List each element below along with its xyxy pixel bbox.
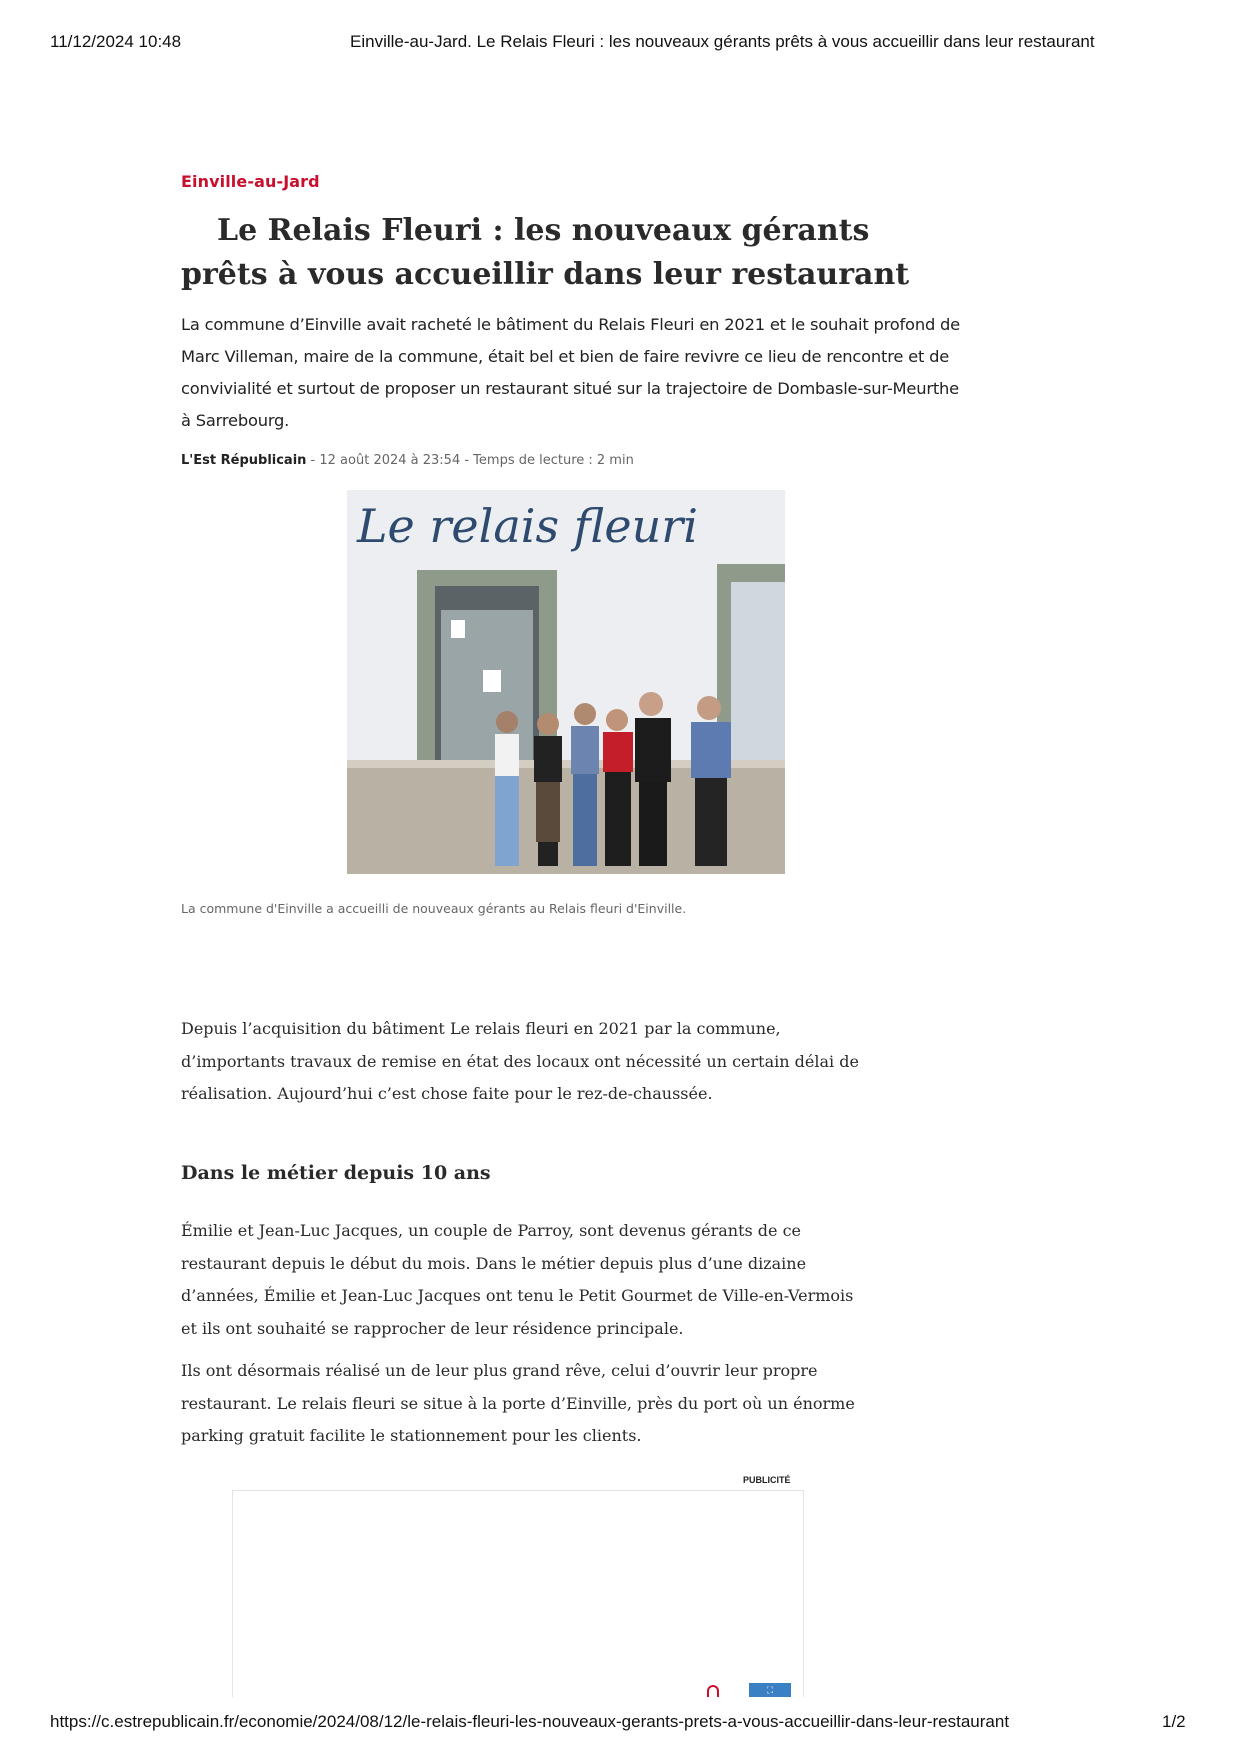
article-photo[interactable] (347, 490, 785, 874)
article-headline: Le Relais Fleuri : les nouveaux gérants prêts à vous accueillir dans leur restaurant (181, 213, 910, 292)
ad-label: PUBLICITÉ (743, 1475, 791, 1485)
photo-illustration (347, 490, 785, 874)
print-datetime: 11/12/2024 10:48 (50, 32, 182, 51)
ad-badge-icon[interactable]: ⛶ (749, 1683, 791, 1697)
body-paragraph: Depuis l’acquisition du bâtiment Le relais fleuri en 2021 par la commune, d’importants travaux de remise en état des locaux ont nécessité un certain délai de réalisation. Aujourd’hui c’est chose faite pour le rez-de-chaussée. (181, 1019, 859, 1103)
ad-choice-icon[interactable] (707, 1685, 719, 1697)
photo-sign-text: Le relais fleuri (357, 499, 698, 553)
article-byline (181, 453, 961, 468)
ad-slot[interactable] (232, 1490, 804, 1697)
body-paragraph: Ils ont désormais réalisé un de leur plus grand rêve, celui d’ouvrir leur propre restaurant. Le relais fleuri se situe à la porte d’Einville, près du port où un énorme parking gratuit facilite le stationnement pour les clients. (181, 1361, 855, 1445)
byline-source[interactable]: L'Est Républicain (181, 453, 307, 468)
body-paragraph: Émilie et Jean-Luc Jacques, un couple de Parroy, sont devenus gérants de ce restaurant depuis le début du mois. Dans le métier depuis plus d’une dizaine d’années, Émilie et Jean-Luc Jacques ont tenu le Petit Gourmet de Ville-en-Vermois et ils ont souhaité se rapprocher de leur résidence principale. (181, 1221, 854, 1338)
print-url: https://c.estrepublicain.fr/economie/2024/08/12/le-relais-fleuri-les-nouveaux-gerants-prets-a-vous-accueillir-dans-leur-restaurant (50, 1712, 1010, 1731)
photo-caption: La commune d'Einville a accueilli de nouveaux gérants au Relais fleuri d'Einville. (181, 901, 687, 916)
article-category[interactable]: Einville-au-Jard (181, 172, 320, 191)
article-lead: La commune d’Einville avait racheté le bâtiment du Relais Fleuri en 2021 et le souhait profond de Marc Villeman, maire de la commune, était bel et bien de faire revivre ce lieu de rencontre et de convivialité et surtout de proposer un restaurant situé sur la trajectoire de Dombasle-sur-Meurthe à Sarrebourg. (181, 315, 961, 430)
article (181, 172, 961, 468)
article-body (181, 1013, 861, 1463)
print-page-title: Einville-au-Jard. Le Relais Fleuri : les nouveaux gérants prêts à vous accueillir dans leur restaurant (350, 32, 1095, 51)
article-subheading: Dans le métier depuis 10 ans (181, 1161, 491, 1184)
print-page-number: 1/2 (1162, 1712, 1186, 1731)
byline-meta: - 12 août 2024 à 23:54 - Temps de lecture : 2 min (306, 453, 634, 468)
